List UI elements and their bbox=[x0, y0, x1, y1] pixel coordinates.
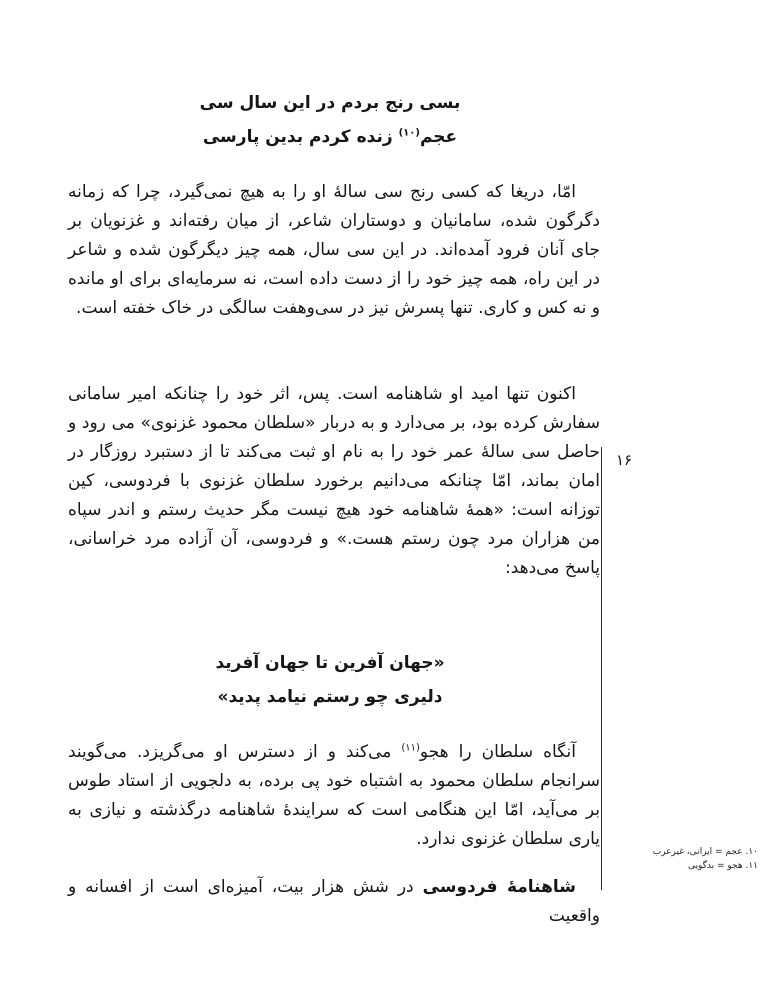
shahnameh-term: شاهنامهٔ فردوسی bbox=[422, 877, 576, 897]
verse-word-ajam: عجم bbox=[419, 127, 458, 147]
body-paragraph-2 bbox=[68, 380, 600, 583]
paragraph-4-text bbox=[68, 873, 600, 931]
margin-divider bbox=[601, 447, 602, 890]
paragraph-3-text bbox=[68, 738, 600, 854]
body-paragraph-4 bbox=[68, 873, 600, 931]
paragraph-4-rest: در شش هزار بیت، آمیزه‌ای است از افسانه و واقعیت bbox=[68, 877, 600, 926]
opening-verse-line-1: بسی رنج بردم در این سال سی bbox=[199, 93, 461, 113]
paragraph-2-text: اکنون تنها امید او شاهنامه است. پس، اثر خود را چنانکه امیر سامانی سفارش کرده بود، بر می‌دارد و به دربار «سلطان محمود غزنوی» می رود و حاصل سی سالهٔ عمر خود را به نام او ثبت می‌کند تا از دستبرد روزگار در امان بماند، امّا چنانکه می‌دانیم برخورد سلطان غزنوی با فردوسی، کین توزانه است: «همهٔ شاهنامه خود هیچ نیست مگر حدیث رستم و اندر سپاه من هزاران مرد چون رستم هست.» و فردوسی، آن آزاده مرد خراسانی، پاسخ می‌دهد: bbox=[68, 384, 600, 578]
page-number: ۱۶ bbox=[616, 451, 633, 469]
body-paragraph-3 bbox=[68, 738, 600, 854]
footnote-ref-10[interactable]: (۱۰) bbox=[398, 127, 420, 139]
opening-verse bbox=[60, 86, 600, 154]
paragraph-3-start: آنگاه سلطان را هجو bbox=[419, 742, 576, 762]
closing-verse-line-1: «جهان آفرین تا جهان آفرید bbox=[215, 653, 445, 673]
paragraph-1-text: امّا، دریغا که کسی رنج سی سالهٔ او را به هیچ نمی‌گیرد، چرا که زمانه دگرگون شده، سامانیان و دوستاران شاعر، از میان رفته‌اند و غزنویان بر جای آنان فرود آمده‌اند. در این سی سال، همه چیز دیگرگون شده و شاعر در این راه، همه چیز خود را از دست داده است، نه سرمایه‌ای برای او مانده و نه کس و کاری. تنها پسرش نیز در سی‌وهفت سالگی در خاک خفته است. bbox=[68, 182, 600, 318]
closing-verse-line-2: دلیری چو رستم نیامد پدید» bbox=[217, 687, 443, 707]
body-paragraph-1 bbox=[68, 178, 600, 323]
footnote-ref-11[interactable]: (۱۱) bbox=[401, 742, 420, 754]
verse-line-2-rest: زنده کردم بدین پارسی bbox=[202, 127, 399, 147]
paragraph-3-rest: می‌کند و از دسترس او می‌گریزد. می‌گویند سرانجام سلطان محمود به اشتباه خود پی برده، به دلجویی از استاد طوس بر می‌آید، امّا این هنگامی است که سرایندهٔ شاهنامه درگذشته و نیازی به یاری سلطان غزنوی ندارد. bbox=[68, 742, 600, 849]
footnote-11: ۱۱. هجو = بدگویی bbox=[687, 861, 758, 871]
footnotes bbox=[608, 845, 758, 873]
opening-verse-line-2 bbox=[60, 120, 600, 154]
closing-verse bbox=[60, 646, 600, 714]
footnote-10: ۱۰. عجم = ایرانی، غیرعرب bbox=[652, 847, 758, 857]
